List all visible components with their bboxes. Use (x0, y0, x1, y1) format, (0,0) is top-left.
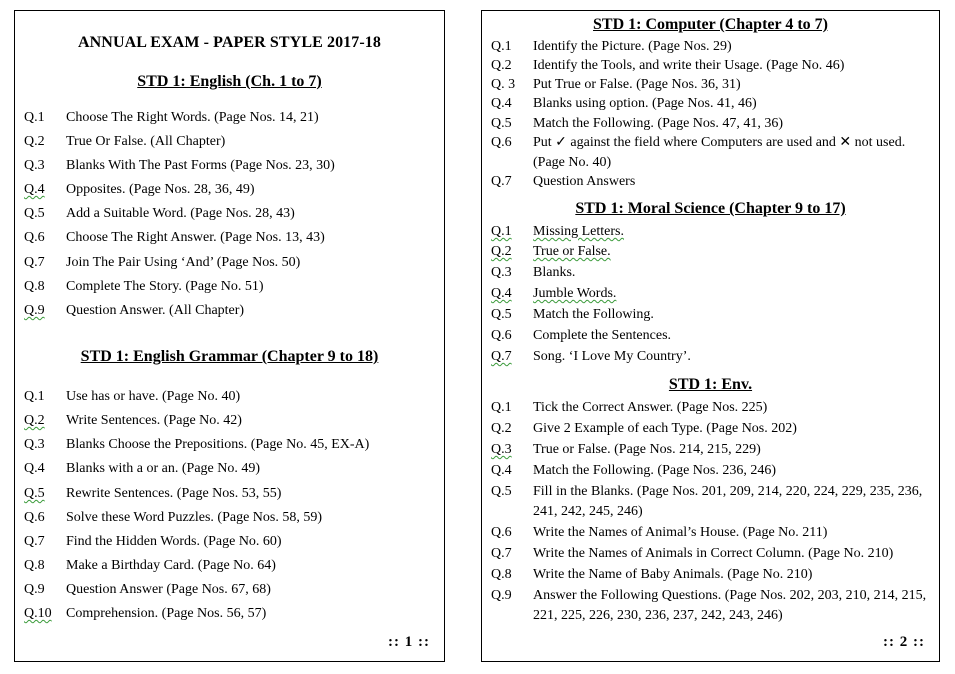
question-number: Q.5 (24, 206, 45, 221)
question-number: Q.9 (24, 303, 45, 318)
question-number: Q.3 (24, 437, 45, 452)
question-row (491, 263, 931, 283)
question-number: Q.9 (24, 582, 45, 597)
question-number: Q.7 (491, 349, 512, 364)
question-row (24, 435, 436, 455)
question-number: Q.6 (24, 230, 45, 245)
section-heading-env: STD 1: Env. (668, 376, 753, 393)
question-row (24, 532, 436, 552)
question-text: Blanks Choose the Prepositions. (Page No. 45, EX-A) (66, 437, 370, 452)
question-number: Q.1 (491, 39, 512, 54)
question-number: Q.6 (491, 135, 512, 150)
question-number: Q.2 (24, 413, 45, 428)
question-number: Q.4 (24, 182, 45, 197)
question-text: Make a Birthday Card. (Page No. 64) (66, 558, 276, 573)
question-number: Q.4 (491, 286, 512, 301)
question-row (491, 37, 931, 57)
question-number: Q. 3 (491, 77, 516, 92)
question-number: Q.8 (491, 567, 512, 582)
question-number: Q.2 (24, 134, 45, 149)
question-row (24, 277, 436, 297)
question-number: Q.5 (491, 116, 512, 131)
question-text: Complete the Sentences. (533, 328, 672, 343)
question-text: Write the Names of Animals in Correct Column. (Page No. 210) (533, 546, 894, 561)
question-text: Tick the Correct Answer. (Page Nos. 225) (533, 400, 768, 415)
question-text: Match the Following. (Page Nos. 47, 41, 36) (533, 116, 784, 131)
question-number: Q.7 (491, 546, 512, 561)
question-text: Choose The Right Answer. (Page Nos. 13, 43) (66, 230, 325, 245)
question-text: Find the Hidden Words. (Page No. 60) (66, 534, 282, 549)
question-row (491, 523, 931, 543)
question-number: Q.5 (491, 307, 512, 322)
question-row (491, 326, 931, 346)
question-text: Opposites. (Page Nos. 28, 36, 49) (66, 182, 255, 197)
question-row (491, 586, 931, 626)
question-row (24, 459, 436, 479)
question-text: Put ✓ against the field where Computers are used and ✕ not used. (Page No. 40) (533, 135, 906, 170)
question-text: Give 2 Example of each Type. (Page Nos. 202) (533, 421, 797, 436)
question-row (24, 556, 436, 576)
question-text: Match the Following. (Page Nos. 236, 246) (533, 463, 777, 478)
question-text: True Or False. (All Chapter) (66, 134, 226, 149)
question-row (24, 156, 436, 176)
question-text: Answer the Following Questions. (Page Nos. 202, 203, 210, 214, 215, 221, 225, 226, 230, 236, 237, 242, 243, 246) (533, 588, 927, 623)
question-row (491, 56, 931, 76)
question-number: Q.1 (24, 389, 45, 404)
question-text: Question Answer (Page Nos. 67, 68) (66, 582, 271, 597)
section-heading-english: STD 1: English (Ch. 1 to 7) (137, 73, 322, 90)
question-row (491, 222, 931, 242)
question-row (24, 484, 436, 504)
question-row (491, 114, 931, 134)
question-row (24, 411, 436, 431)
question-row (491, 565, 931, 585)
question-text: Write the Names of Animal’s House. (Page No. 211) (533, 525, 828, 540)
question-row (491, 398, 931, 418)
question-row (491, 133, 931, 173)
question-number: Q.6 (491, 525, 512, 540)
question-row (24, 508, 436, 528)
question-number: Q.8 (24, 558, 45, 573)
question-number: Q.1 (491, 400, 512, 415)
question-number: Q.2 (491, 58, 512, 73)
question-number: Q.3 (491, 442, 512, 457)
question-number: Q.8 (24, 279, 45, 294)
question-text: Complete The Story. (Page No. 51) (66, 279, 264, 294)
exam-page-1 (14, 10, 445, 662)
question-row (24, 132, 436, 152)
question-text: Jumble Words. (533, 286, 617, 301)
question-row (24, 301, 436, 321)
question-text: Choose The Right Words. (Page Nos. 14, 21) (66, 110, 319, 125)
question-text: Missing Letters. (533, 224, 624, 239)
question-text: Use has or have. (Page No. 40) (66, 389, 241, 404)
question-number: Q.3 (491, 265, 512, 280)
question-text: Blanks With The Past Forms (Page Nos. 23, 30) (66, 158, 335, 173)
question-text: Song. ‘I Love My Country’. (533, 349, 691, 364)
question-row (491, 242, 931, 262)
question-text: Identify the Picture. (Page Nos. 29) (533, 39, 732, 54)
question-row (491, 284, 931, 304)
question-row (24, 228, 436, 248)
question-number: Q.7 (24, 255, 45, 270)
question-row (24, 108, 436, 128)
question-text: Rewrite Sentences. (Page Nos. 53, 55) (66, 486, 282, 501)
question-text: Write Sentences. (Page No. 42) (66, 413, 242, 428)
question-text: Question Answer. (All Chapter) (66, 303, 245, 318)
question-text: Question Answers (533, 174, 636, 189)
question-row (491, 440, 931, 460)
page-number: :: 1 :: (388, 634, 430, 650)
question-number: Q.4 (491, 96, 512, 111)
question-text: Blanks. (533, 265, 576, 280)
question-text: Solve these Word Puzzles. (Page Nos. 58, 59) (66, 510, 323, 525)
question-row (491, 75, 931, 95)
question-number: Q.4 (491, 463, 512, 478)
question-text: Blanks with a or an. (Page No. 49) (66, 461, 261, 476)
question-number: Q.4 (24, 461, 45, 476)
question-row (491, 482, 931, 522)
question-text: Identify the Tools, and write their Usage. (Page No. 46) (533, 58, 845, 73)
question-number: Q.9 (491, 588, 512, 603)
question-text: Comprehension. (Page Nos. 56, 57) (66, 606, 267, 621)
question-number: Q.2 (491, 421, 512, 436)
question-row (24, 580, 436, 600)
question-row (24, 387, 436, 407)
question-text: Write the Name of Baby Animals. (Page No. 210) (533, 567, 813, 582)
question-row (491, 347, 931, 367)
question-row (24, 253, 436, 273)
question-text: True or False. (533, 244, 611, 259)
question-row (491, 305, 931, 325)
question-number: Q.5 (491, 484, 512, 499)
exam-title: ANNUAL EXAM - PAPER STYLE 2017-18 (77, 34, 381, 51)
section-heading-computer: STD 1: Computer (Chapter 4 to 7) (593, 16, 828, 33)
question-number: Q.6 (24, 510, 45, 525)
question-number: Q.3 (24, 158, 45, 173)
question-text: Fill in the Blanks. (Page Nos. 201, 209, 214, 220, 224, 229, 235, 236, 241, 242, 245, 246) (533, 484, 923, 519)
section-heading-moral-science: STD 1: Moral Science (Chapter 9 to 17) (575, 200, 846, 217)
question-number: Q.7 (491, 174, 512, 189)
exam-page-2 (481, 10, 940, 662)
question-number: Q.1 (491, 224, 512, 239)
question-row (491, 94, 931, 114)
page-number: :: 2 :: (883, 634, 925, 650)
question-row (491, 172, 931, 192)
question-text: Join The Pair Using ‘And’ (Page Nos. 50) (66, 255, 301, 270)
question-text: Put True or False. (Page Nos. 36, 31) (533, 77, 741, 92)
question-number: Q.10 (24, 606, 52, 621)
question-row (24, 604, 436, 624)
question-number: Q.7 (24, 534, 45, 549)
question-row (491, 461, 931, 481)
question-row (491, 544, 931, 564)
question-text: Blanks using option. (Page Nos. 41, 46) (533, 96, 757, 111)
question-number: Q.1 (24, 110, 45, 125)
question-number: Q.2 (491, 244, 512, 259)
question-number: Q.5 (24, 486, 45, 501)
section-heading-english-grammar: STD 1: English Grammar (Chapter 9 to 18) (80, 348, 379, 365)
question-text: Add a Suitable Word. (Page Nos. 28, 43) (66, 206, 295, 221)
question-row (24, 204, 436, 224)
question-text: True or False. (Page Nos. 214, 215, 229) (533, 442, 761, 457)
question-text: Match the Following. (533, 307, 654, 322)
question-row (24, 180, 436, 200)
question-row (491, 419, 931, 439)
question-number: Q.6 (491, 328, 512, 343)
